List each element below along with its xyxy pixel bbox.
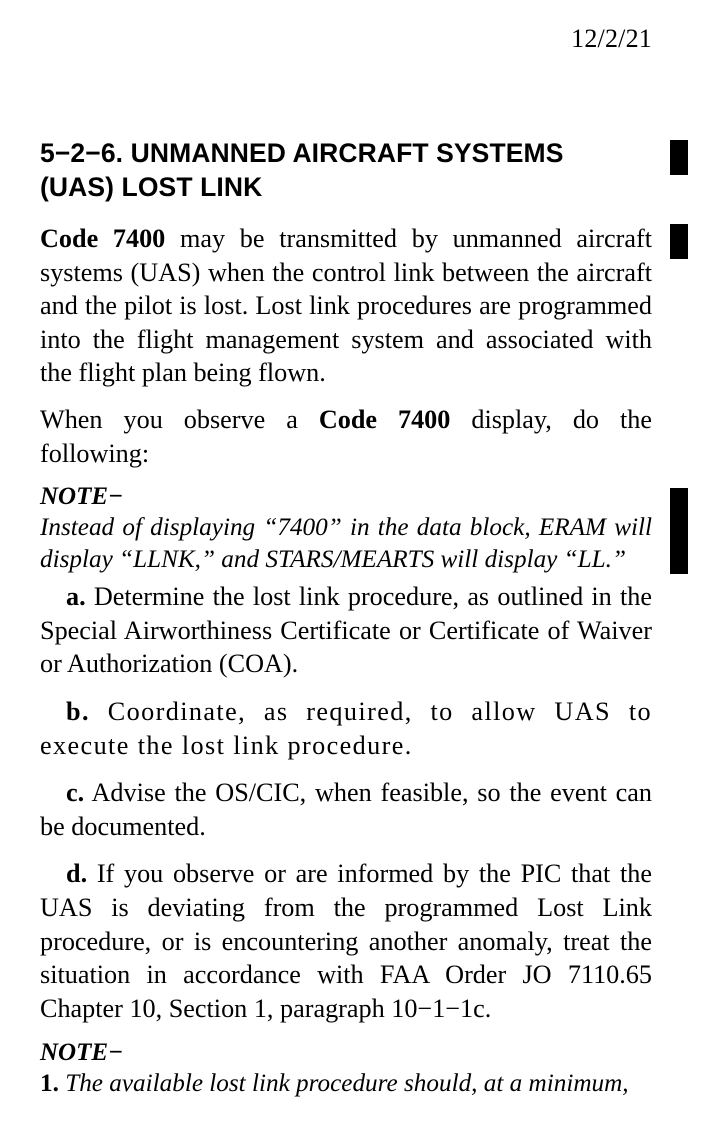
page-date: 12/2/21: [571, 24, 652, 53]
note-label: NOTE−: [40, 483, 124, 511]
note-2-item-text: The available lost link procedure should, at a minimum,: [58, 1070, 629, 1098]
item-a-letter: a.: [66, 582, 86, 612]
change-bar-intro: [670, 224, 688, 259]
item-b-text: Coordinate, as required, to allow UAS to execute the lost link procedure.: [40, 696, 652, 760]
observe-text-after: display, do the following:: [40, 404, 652, 468]
change-bar-heading: [670, 140, 688, 175]
note-2-item-1: [40, 1069, 652, 1099]
observe-text-before: When you observe a: [40, 404, 319, 434]
item-b: [40, 695, 652, 762]
intro-paragraph: [40, 222, 652, 390]
section-body: [40, 222, 652, 1099]
item-d-text: If you observe or are informed by the PIC that the UAS is deviating from the programmed Lost Link procedure, or is encountering another anomaly, treat the situation in accordance with FAA Order JO 7110.65 Chapter 10, Section 1, paragraph 10−1−1c.: [40, 859, 652, 1023]
item-d: [40, 857, 652, 1025]
note-2-label: NOTE−: [40, 1039, 124, 1067]
section-heading-line-1: 5−2−6. UNMANNED AIRCRAFT SYSTEMS: [40, 138, 564, 168]
change-bar-note: [670, 488, 688, 574]
note-2-item-number: 1.: [40, 1070, 59, 1098]
item-a-text: Determine the lost link procedure, as outlined in the Special Airworthiness Certificate or Certificate of Waiver or Authorization (COA).: [40, 582, 652, 679]
section-heading-line-2: (UAS) LOST LINK: [40, 172, 263, 202]
item-c-text: Advise the OS/CIC, when feasible, so the event can be documented.: [40, 778, 652, 841]
observe-paragraph: [40, 403, 652, 470]
section-heading: [40, 136, 640, 204]
item-a: [40, 580, 652, 681]
item-c: [40, 776, 652, 843]
intro-text: may be transmitted by unmanned aircraft systems (UAS) when the control link between the aircraft and the pilot is lost. Lost link procedures are programmed into the flight management system and associated with the flight plan being flown.: [40, 224, 652, 388]
code-7400-label: Code 7400: [40, 224, 166, 253]
item-b-letter: b.: [66, 696, 90, 726]
note-text: Instead of displaying “7400” in the data block, ERAM will display “LLNK,” and STARS/MEARTS will display “LL.”: [40, 514, 652, 574]
item-c-letter: c.: [66, 778, 85, 808]
item-d-letter: d.: [66, 859, 88, 889]
observe-code-label: Code 7400: [318, 404, 451, 434]
